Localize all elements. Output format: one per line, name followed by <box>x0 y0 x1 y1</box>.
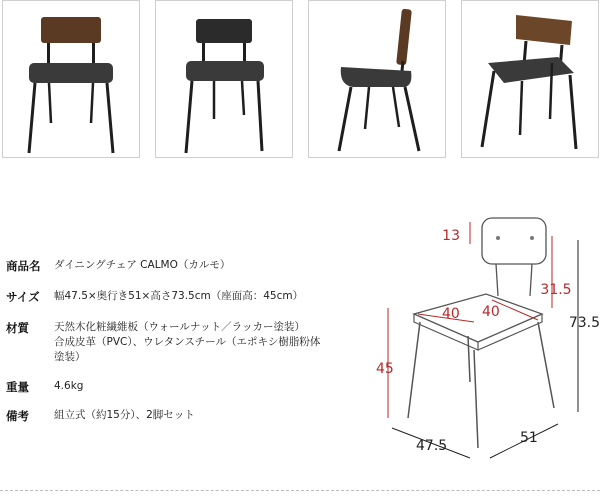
spec-value-line: ダイニングチェア CALMO（カルモ） <box>54 259 231 271</box>
dim-backrest-height: 13 <box>442 228 460 244</box>
spec-label: 備考 <box>6 409 29 423</box>
dim-seat-height: 45 <box>376 361 394 377</box>
chair-side-icon <box>309 1 445 157</box>
spec-value-line: 天然木化粧繊維板（ウォールナット／ラッカー塗装） <box>54 321 305 333</box>
thumbnail-front-angle[interactable] <box>155 0 293 158</box>
spec-value-line: 合成皮革（PVC）、ウレタンスチール（エポキシ樹脂粉体 <box>54 336 321 348</box>
dim-width: 47.5 <box>416 438 448 454</box>
spec-label: 重量 <box>6 380 29 394</box>
dim-depth: 51 <box>520 430 538 446</box>
spec-value <box>54 258 384 273</box>
spec-value-line: 幅47.5×奥行き51×高さ73.5cm（座面高：45cm） <box>54 290 304 302</box>
chair-dimension-icon <box>378 196 600 466</box>
thumbnail-front[interactable] <box>2 0 140 158</box>
spec-value <box>54 408 384 423</box>
dim-seat-width: 40 <box>442 306 460 322</box>
chair-angle-icon <box>156 1 292 157</box>
dim-seat-depth: 40 <box>482 304 500 320</box>
spec-label: 材質 <box>6 321 29 335</box>
spec-value-line: 塗装） <box>54 351 86 363</box>
thumbnail-side[interactable] <box>308 0 446 158</box>
thumbnail-back-angle[interactable] <box>461 0 599 158</box>
spec-value-line: 4.6kg <box>54 380 84 392</box>
dimension-diagram <box>378 196 600 466</box>
spec-label: サイズ <box>6 290 40 304</box>
product-thumbnails <box>0 0 600 160</box>
spec-value <box>54 320 384 365</box>
chair-front-icon <box>3 1 139 157</box>
chair-back-icon <box>462 1 598 157</box>
spec-label: 商品名 <box>6 259 41 273</box>
spec-value-line: 組立式（約15分）、2脚セット <box>54 409 195 421</box>
dim-total-height: 73.5 <box>568 315 600 331</box>
spec-value <box>54 379 384 394</box>
dim-backrest-depth: 31.5 <box>540 282 572 298</box>
spec-value <box>54 289 384 304</box>
divider <box>0 490 600 491</box>
